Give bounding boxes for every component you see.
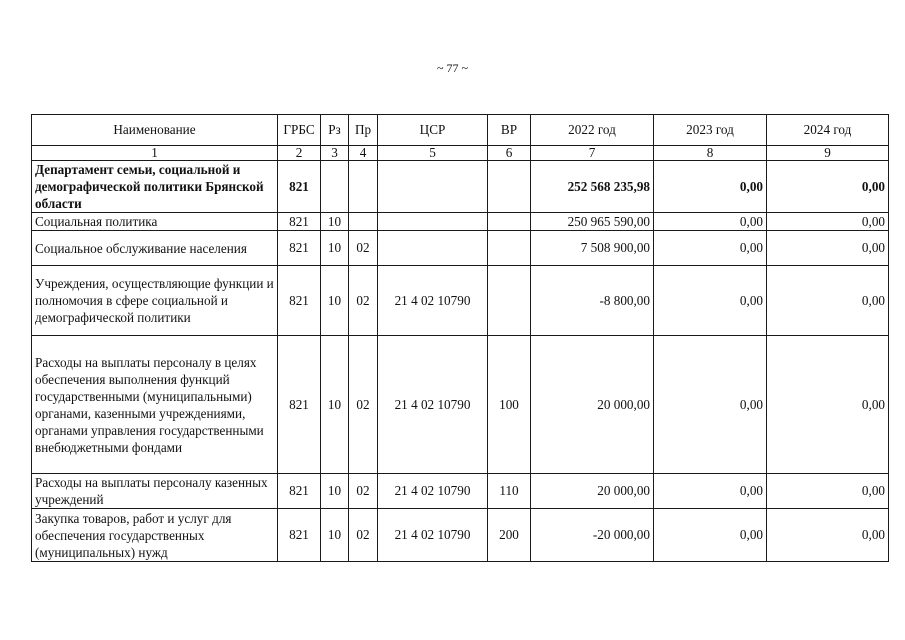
row-2024: 0,00 <box>767 509 889 562</box>
row-2024: 0,00 <box>767 336 889 474</box>
table-row <box>32 474 889 509</box>
row-name: Социальное обслуживание населения <box>32 231 278 266</box>
row-grbs: 821 <box>278 509 321 562</box>
row-vr: 100 <box>488 336 531 474</box>
row-name: Закупка товаров, работ и услуг для обеспечения государственных (муниципальных) нужд <box>32 509 278 562</box>
row-2022: -20 000,00 <box>531 509 654 562</box>
row-name: Расходы на выплаты персоналу в целях обеспечения выполнения функций государственными (муниципальными) органами, казенными учреждениями, органами управления государственными внебюджетными фондами <box>32 336 278 474</box>
row-grbs: 821 <box>278 213 321 231</box>
header-rz: Рз <box>321 115 349 146</box>
header-pr: Пр <box>349 115 378 146</box>
row-2022: -8 800,00 <box>531 266 654 336</box>
row-csr: 21 4 02 10790 <box>378 474 488 509</box>
budget-table <box>31 114 889 562</box>
row-rz: 10 <box>321 336 349 474</box>
header-2023: 2023 год <box>654 115 767 146</box>
row-name: Учреждения, осуществляющие функции и полномочия в сфере социальной и демографической политики <box>32 266 278 336</box>
row-2024: 0,00 <box>767 161 889 213</box>
row-grbs: 821 <box>278 161 321 213</box>
header-vr: ВР <box>488 115 531 146</box>
header-grbs: ГРБС <box>278 115 321 146</box>
table-header-row <box>32 115 889 146</box>
column-number: 5 <box>378 146 488 161</box>
row-rz: 10 <box>321 266 349 336</box>
row-rz: 10 <box>321 213 349 231</box>
row-2022: 250 965 590,00 <box>531 213 654 231</box>
row-2023: 0,00 <box>654 231 767 266</box>
row-2022: 7 508 900,00 <box>531 231 654 266</box>
row-pr <box>349 213 378 231</box>
row-rz <box>321 161 349 213</box>
row-2022: 20 000,00 <box>531 474 654 509</box>
row-2022: 20 000,00 <box>531 336 654 474</box>
row-2023: 0,00 <box>654 336 767 474</box>
row-rz: 10 <box>321 509 349 562</box>
column-number: 9 <box>767 146 889 161</box>
row-vr <box>488 231 531 266</box>
row-pr: 02 <box>349 336 378 474</box>
row-vr <box>488 161 531 213</box>
row-2023: 0,00 <box>654 266 767 336</box>
row-pr: 02 <box>349 509 378 562</box>
row-csr: 21 4 02 10790 <box>378 509 488 562</box>
row-grbs: 821 <box>278 266 321 336</box>
header-csr: ЦСР <box>378 115 488 146</box>
row-name: Расходы на выплаты персоналу казенных учреждений <box>32 474 278 509</box>
row-2024: 0,00 <box>767 231 889 266</box>
header-name: Наименование <box>32 115 278 146</box>
row-pr: 02 <box>349 266 378 336</box>
row-csr <box>378 161 488 213</box>
row-2023: 0,00 <box>654 161 767 213</box>
column-number: 4 <box>349 146 378 161</box>
row-vr: 200 <box>488 509 531 562</box>
column-number: 1 <box>32 146 278 161</box>
row-pr: 02 <box>349 474 378 509</box>
row-grbs: 821 <box>278 474 321 509</box>
row-name: Департамент семьи, социальной и демографической политики Брянской области <box>32 161 278 213</box>
row-rz: 10 <box>321 231 349 266</box>
table-row <box>32 161 889 213</box>
row-csr <box>378 213 488 231</box>
column-number-row <box>32 146 889 161</box>
column-number: 3 <box>321 146 349 161</box>
row-rz: 10 <box>321 474 349 509</box>
table-row <box>32 266 889 336</box>
row-2022: 252 568 235,98 <box>531 161 654 213</box>
row-2024: 0,00 <box>767 266 889 336</box>
row-2023: 0,00 <box>654 213 767 231</box>
row-2024: 0,00 <box>767 474 889 509</box>
row-grbs: 821 <box>278 336 321 474</box>
row-2023: 0,00 <box>654 474 767 509</box>
table-row <box>32 509 889 562</box>
row-pr <box>349 161 378 213</box>
column-number: 2 <box>278 146 321 161</box>
page-number: ~ 77 ~ <box>437 61 468 75</box>
row-name: Социальная политика <box>32 213 278 231</box>
row-grbs: 821 <box>278 231 321 266</box>
row-vr <box>488 213 531 231</box>
header-2024: 2024 год <box>767 115 889 146</box>
header-2022: 2022 год <box>531 115 654 146</box>
row-csr: 21 4 02 10790 <box>378 336 488 474</box>
row-2023: 0,00 <box>654 509 767 562</box>
table-row <box>32 336 889 474</box>
column-number: 6 <box>488 146 531 161</box>
row-pr: 02 <box>349 231 378 266</box>
column-number: 7 <box>531 146 654 161</box>
table-row <box>32 213 889 231</box>
row-2024: 0,00 <box>767 213 889 231</box>
table-row <box>32 231 889 266</box>
row-csr: 21 4 02 10790 <box>378 266 488 336</box>
row-csr <box>378 231 488 266</box>
row-vr <box>488 266 531 336</box>
column-number: 8 <box>654 146 767 161</box>
row-vr: 110 <box>488 474 531 509</box>
